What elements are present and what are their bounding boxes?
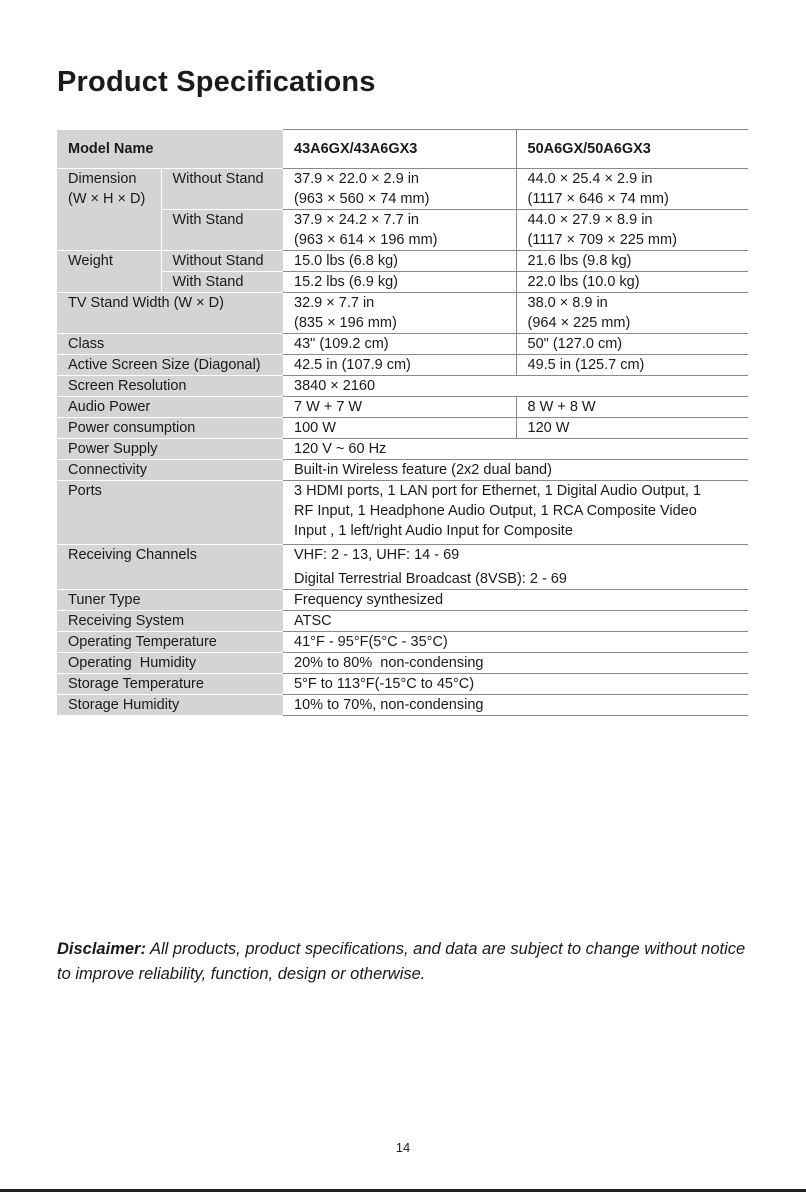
receiving-channels-value: [283, 545, 748, 590]
value-line: 32.9 × 7.7 in: [294, 295, 375, 311]
value-line: 37.9 × 22.0 × 2.9 in: [294, 171, 419, 187]
storage-temperature-value: 5°F to 113°F(-15°C to 45°C): [283, 674, 748, 695]
value-line: 44.0 × 27.9 × 8.9 in: [527, 212, 653, 228]
storage-humidity-label: Storage Humidity: [57, 695, 283, 716]
tuner-type-value: Frequency synthesized: [283, 590, 748, 611]
table-row: [57, 293, 748, 334]
class-b: 50" (127.0 cm): [516, 334, 748, 355]
table-row: [57, 439, 748, 460]
table-row: [57, 590, 748, 611]
value-line: 38.0 × 8.9 in: [527, 295, 608, 311]
dimension-with-stand-a: [283, 210, 516, 251]
connectivity-label: Connectivity: [57, 460, 283, 481]
value-line: 37.9 × 24.2 × 7.7 in: [294, 212, 419, 228]
value-line: (1117 × 646 × 74 mm): [527, 191, 669, 207]
table-row: [57, 653, 748, 674]
header-label: Model Name: [57, 130, 283, 169]
receiving-system-label: Receiving System: [57, 611, 283, 632]
weight-without-stand-a: 15.0 lbs (6.8 kg): [283, 251, 516, 272]
value-line: (963 × 614 × 196 mm): [294, 232, 438, 248]
value-line: 44.0 × 25.4 × 2.9 in: [527, 171, 653, 187]
weight-with-stand-a: 15.2 lbs (6.9 kg): [283, 272, 516, 293]
table-row: [57, 674, 748, 695]
value-line: RF Input, 1 Headphone Audio Output, 1 RCA Composite Video: [294, 503, 697, 519]
table-header-row: [57, 130, 748, 169]
power-consumption-label: Power consumption: [57, 418, 283, 439]
storage-humidity-value: 10% to 70%, non-condensing: [283, 695, 748, 716]
table-row: [57, 460, 748, 481]
dimension-without-stand-label: Without Stand: [161, 169, 283, 210]
value-line: (964 × 225 mm): [527, 315, 631, 331]
weight-with-stand-b: 22.0 lbs (10.0 kg): [516, 272, 748, 293]
dimension-label: [57, 169, 161, 251]
active-screen-label: Active Screen Size (Diagonal): [57, 355, 283, 376]
weight-without-stand-b: 21.6 lbs (9.8 kg): [516, 251, 748, 272]
dimension-label-line1: Dimension: [68, 171, 137, 187]
audio-power-label: Audio Power: [57, 397, 283, 418]
table-row: [57, 632, 748, 653]
stand-width-a: [283, 293, 516, 334]
header-model-b: 50A6GX/50A6GX3: [516, 130, 748, 169]
dimension-with-stand-label: With Stand: [161, 210, 283, 251]
resolution-label: Screen Resolution: [57, 376, 283, 397]
table-row: [57, 169, 748, 210]
table-row: [57, 210, 748, 251]
value-line: 3 HDMI ports, 1 LAN port for Ethernet, 1 Digital Audio Output, 1: [294, 483, 702, 499]
page-number: 14: [395, 1140, 411, 1155]
value-line: Input , 1 left/right Audio Input for Composite: [294, 523, 573, 539]
value-line: VHF: 2 - 13, UHF: 14 - 69: [294, 547, 460, 563]
audio-power-b: 8 W + 8 W: [516, 397, 748, 418]
operating-humidity-value: 20% to 80% non-condensing: [283, 653, 748, 674]
value-line: (963 × 560 × 74 mm): [294, 191, 430, 207]
power-consumption-b: 120 W: [516, 418, 748, 439]
dimension-without-stand-a: [283, 169, 516, 210]
ports-label: Ports: [57, 481, 283, 545]
spec-table: [57, 129, 748, 716]
disclaimer-text: All products, product specifications, and data are subject to change without notice to improve reliability, function, design or otherwise.: [57, 940, 746, 983]
weight-label: Weight: [57, 251, 161, 293]
operating-humidity-label: Operating Humidity: [57, 653, 283, 674]
table-row: [57, 481, 748, 545]
disclaimer: [57, 937, 757, 987]
table-row: [57, 418, 748, 439]
disclaimer-label: Disclaimer:: [57, 940, 146, 958]
dimension-label-line2: (W × H × D): [68, 191, 146, 207]
value-line: Digital Terrestrial Broadcast (8VSB): 2 - 69: [294, 571, 567, 587]
value-line: (835 × 196 mm): [294, 315, 397, 331]
dimension-without-stand-b: [516, 169, 748, 210]
power-consumption-a: 100 W: [283, 418, 516, 439]
header-model-a: 43A6GX/43A6GX3: [283, 130, 516, 169]
power-supply-label: Power Supply: [57, 439, 283, 460]
audio-power-a: 7 W + 7 W: [283, 397, 516, 418]
table-row: [57, 272, 748, 293]
ports-value: [283, 481, 748, 545]
power-supply-value: 120 V ~ 60 Hz: [283, 439, 748, 460]
connectivity-value: Built-in Wireless feature (2x2 dual band): [283, 460, 748, 481]
stand-width-label: TV Stand Width (W × D): [57, 293, 283, 334]
active-screen-b: 49.5 in (125.7 cm): [516, 355, 748, 376]
value-line: (1117 × 709 × 225 mm): [527, 232, 677, 248]
table-row: [57, 251, 748, 272]
weight-with-stand-label: With Stand: [161, 272, 283, 293]
storage-temperature-label: Storage Temperature: [57, 674, 283, 695]
class-a: 43" (109.2 cm): [283, 334, 516, 355]
receiving-system-value: ATSC: [283, 611, 748, 632]
table-row: [57, 611, 748, 632]
table-row: [57, 695, 748, 716]
table-row: [57, 376, 748, 397]
resolution-value: 3840 × 2160: [283, 376, 748, 397]
receiving-channels-label: Receiving Channels: [57, 545, 283, 590]
table-row: [57, 397, 748, 418]
operating-temperature-value: 41°F - 95°F(5°C - 35°C): [283, 632, 748, 653]
table-row: [57, 334, 748, 355]
table-row: [57, 355, 748, 376]
page-title: Product Specifications: [57, 66, 376, 98]
tuner-type-label: Tuner Type: [57, 590, 283, 611]
stand-width-b: [516, 293, 748, 334]
class-label: Class: [57, 334, 283, 355]
active-screen-a: 42.5 in (107.9 cm): [283, 355, 516, 376]
operating-temperature-label: Operating Temperature: [57, 632, 283, 653]
table-row: [57, 545, 748, 590]
weight-without-stand-label: Without Stand: [161, 251, 283, 272]
dimension-with-stand-b: [516, 210, 748, 251]
